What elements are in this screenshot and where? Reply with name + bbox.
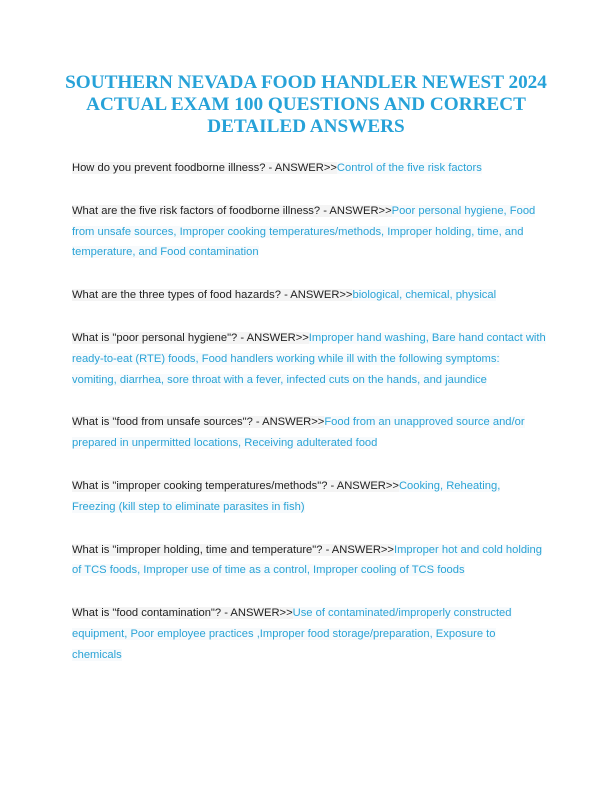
answer-separator: - ANSWER>> xyxy=(237,331,309,344)
answer-text: Improper hand washing, Bare hand contact with ready-to-eat (RTE) foods, Food handlers working while ill with the following symptoms: vomiting, diarrhea, sore throat with a fever, infected cuts on the hands, and jaundice xyxy=(72,331,546,386)
answer-separator: - ANSWER>> xyxy=(252,416,325,429)
question-text: What is "improper cooking temperatures/methods"? xyxy=(72,479,328,492)
qa-item xyxy=(72,285,546,306)
answer-separator: - ANSWER>> xyxy=(265,162,337,174)
answer-separator: - ANSWER>> xyxy=(327,479,399,492)
qa-item xyxy=(72,158,546,179)
answer-separator: - ANSWER>> xyxy=(221,607,293,620)
question-text: How do you prevent foodborne illness? xyxy=(72,162,266,174)
qa-item xyxy=(72,201,546,263)
qa-list xyxy=(72,158,546,688)
qa-item xyxy=(72,328,546,390)
question-text: What are the three types of food hazards? xyxy=(72,289,281,302)
answer-separator: - ANSWER>> xyxy=(280,289,353,302)
answer-separator: - ANSWER>> xyxy=(320,204,392,217)
answer-separator: - ANSWER>> xyxy=(322,543,394,556)
qa-item xyxy=(72,412,546,454)
question-text: What is "improper holding, time and temperature"? xyxy=(72,543,323,556)
document-title: SOUTHERN NEVADA FOOD HANDLER NEWEST 2024 ACTUAL EXAM 100 QUESTIONS AND CORRECT DETAILED ANSWERS xyxy=(65,72,547,137)
answer-text: Cooking, Reheating, Freezing (kill step to eliminate parasites in fish) xyxy=(72,479,501,513)
answer-text: Poor personal hygiene, Food from unsafe sources, Improper cooking temperatures/methods, Improper holding, time, and temperature, and Food contamination xyxy=(72,204,536,259)
qa-item xyxy=(72,476,546,518)
question-text: What is "poor personal hygiene"? xyxy=(72,331,238,344)
answer-text: Use of contaminated/improperly constructed equipment, Poor employee practices ,Improper food storage/preparation, Exposure to chemicals xyxy=(72,607,512,661)
question-text: What is "food from unsafe sources"? xyxy=(72,416,253,429)
qa-item xyxy=(72,603,546,665)
answer-text: Control of the five risk factors xyxy=(336,162,482,174)
question-text: What is "food contamination"? xyxy=(72,607,222,620)
answer-text: Improper hot and cold holding of TCS foods, Improper use of time as a control, Improper cooling of TCS foods xyxy=(72,543,542,577)
answer-text: biological, chemical, physical xyxy=(352,289,497,302)
qa-item xyxy=(72,540,546,582)
question-text: What are the five risk factors of foodborne illness? xyxy=(72,204,321,217)
answer-text: Food from an unapproved source and/or prepared in unpermitted locations, Receiving adulterated food xyxy=(72,416,525,450)
